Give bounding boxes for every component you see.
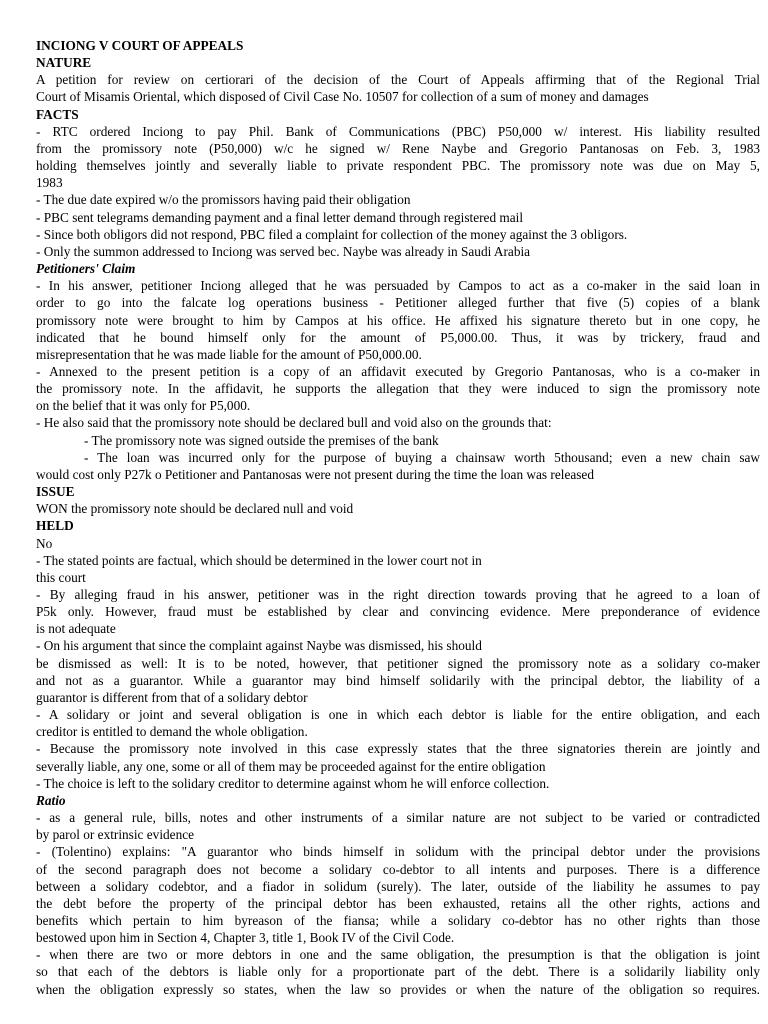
- indented-text-line: - The promissory note was signed outside the premises of the bank: [84, 432, 439, 448]
- body-text-line: be dismissed as well: It is to be noted, however, that petitioner signed the promissory note as a solidary co-maker: [36, 655, 760, 671]
- body-text-line: P5k only. However, fraud must be established by clear and convincing evidence. Mere preponderance of evidence: [36, 604, 760, 620]
- body-text-line: the debt before the property of the principal debtor has been exhausted, retains all the other rights, actions and: [36, 895, 760, 911]
- body-text-line: and not as a guarantor. While a guarantor may bind himself solidarily with the principal debtor, the liability of a: [36, 672, 760, 688]
- body-text-line: - In his answer, petitioner Inciong alleged that he was persuaded by Campos to act as a co-maker in the said loan in: [36, 278, 760, 294]
- body-text-line: this court: [36, 569, 86, 585]
- body-text-line: by parol or extrinsic evidence: [36, 827, 195, 843]
- body-text-line: misrepresentation that he was made liable for the amount of P50,000.00.: [36, 346, 422, 362]
- body-text-line: - The stated points are factual, which should be determined in the lower court not in: [36, 552, 482, 568]
- body-text-line: - Only the summon addressed to Inciong was served bec. Naybe was already in Saudi Arabia: [36, 243, 531, 259]
- body-text-line: - He also said that the promissory note should be declared bull and void also on the grounds that:: [36, 415, 552, 431]
- body-text-line: of the second paragraph does not become a solidary co-debtor to all intents and purposes. There is a difference: [36, 861, 760, 877]
- section-heading: FACTS: [36, 106, 79, 122]
- body-text-line: creditor is entitled to demand the whole obligation.: [36, 724, 308, 740]
- body-text-line: - PBC sent telegrams demanding payment and a final letter demand through registered mail: [36, 209, 524, 225]
- body-text-line: - Since both obligors did not respond, PBC filed a complaint for collection of the money against the 3 obligors.: [36, 226, 628, 242]
- body-text-line: 1983: [36, 175, 63, 191]
- body-text-line: WON the promissory note should be declared null and void: [36, 501, 354, 517]
- indented-text-line: - The loan was incurred only for the purpose of buying a chainsaw worth 5thousand; even a new chain saw: [84, 449, 760, 465]
- section-heading: NATURE: [36, 55, 92, 71]
- body-text-line: between a solidary codebtor, and a fiador in solidum (surely). The later, outside of the liability he assumes to pay: [36, 878, 760, 894]
- section-heading: HELD: [36, 518, 74, 534]
- body-text-line: is not adequate: [36, 621, 116, 637]
- body-text-line: - when there are two or more debtors in one and the same obligation, the presumption is that the obligation is joint: [36, 947, 760, 963]
- body-text-line: indicated that he bound himself only for the amount of P5,000.00. Thus, it was by trickery, fraud and: [36, 329, 760, 345]
- subsection-heading: Petitioners' Claim: [36, 261, 136, 277]
- body-text-line: A petition for review on certiorari of the decision of the Court of Appeals affirming that of the Regional Trial: [36, 72, 760, 88]
- body-text-line: severally liable, any one, some or all of them may be proceeded against for the entire obligation: [36, 758, 546, 774]
- body-text-line: guarantor is different from that of a solidary debtor: [36, 689, 308, 705]
- body-text-line: promissory note were brought to him by Campos at his office. He affixed his signature thereto but in one copy, he: [36, 312, 760, 328]
- body-text-line: bestowed upon him in Section 4, Chapter 3, title 1, Book IV of the Civil Code.: [36, 930, 455, 946]
- body-text-line: - The due date expired w/o the promissors having paid their obligation: [36, 192, 411, 208]
- body-text-line: on the belief that it was only for P5,000.: [36, 398, 251, 414]
- body-text-line: would cost only P27k o Petitioner and Pantanosas were not present during the time the loan was released: [36, 466, 594, 482]
- body-text-line: - Because the promissory note involved in this case expressly states that the three signatories therein are jointly and: [36, 741, 760, 757]
- body-text-line: benefits which pertain to him byreason of the fiansa; while a solidary co-debtor has no other rights than those: [36, 912, 760, 928]
- body-text-line: holding themselves jointly and severally liable to private respondent PBC. The promissory note was due on May 5,: [36, 158, 760, 174]
- body-text-line: so that each of the debtors is liable only for a proportionate part of the debt. There is a solidarily liability only: [36, 964, 760, 980]
- body-text-line: - (Tolentino) explains: "A guarantor who binds himself in solidum with the principal debtor under the provisions: [36, 844, 760, 860]
- subsection-heading: Ratio: [36, 792, 66, 808]
- body-text-line: order to go into the falcate log operations business - Petitioner alleged further that five (5) copies of a blank: [36, 295, 760, 311]
- body-text-line: when the obligation expressly so states, when the law so provides or when the nature of the obligation so requires.: [36, 981, 760, 997]
- body-text-line: - On his argument that since the complaint against Naybe was dismissed, his should: [36, 638, 482, 654]
- document-title: INCIONG V COURT OF APPEALS: [36, 38, 244, 53]
- body-text-line: No: [36, 535, 53, 551]
- body-text-line: - as a general rule, bills, notes and other instruments of a similar nature are not subject to be varied or contradicted: [36, 810, 760, 826]
- body-text-line: - By alleging fraud in his answer, petitioner was in the right direction towards proving that he agreed to a loan of: [36, 587, 760, 602]
- body-text-line: the promissory note. In the affidavit, he supports the allegation that they were induced to sign the promissory note: [36, 381, 760, 397]
- body-text-line: - A solidary or joint and several obligation is one in which each debtor is liable for the entire obligation, and each: [36, 707, 760, 723]
- section-heading: ISSUE: [36, 484, 75, 500]
- body-text-line: from the promissory note (P50,000) w/c he signed w/ Rene Naybe and Gregorio Pantanosas on Feb. 3, 1983: [36, 140, 760, 156]
- body-text-line: - Annexed to the present petition is a copy of an affidavit executed by Gregorio Pantanosas, who is a co-maker in: [36, 363, 760, 379]
- body-text-line: Court of Misamis Oriental, which disposed of Civil Case No. 10507 for collection of a sum of money and damages: [36, 89, 649, 105]
- body-text-line: - RTC ordered Inciong to pay Phil. Bank of Communications (PBC) P50,000 w/ interest. His liability resulted: [36, 123, 760, 139]
- body-text-line: - The choice is left to the solidary creditor to determine against whom he will enforce collection.: [36, 775, 550, 791]
